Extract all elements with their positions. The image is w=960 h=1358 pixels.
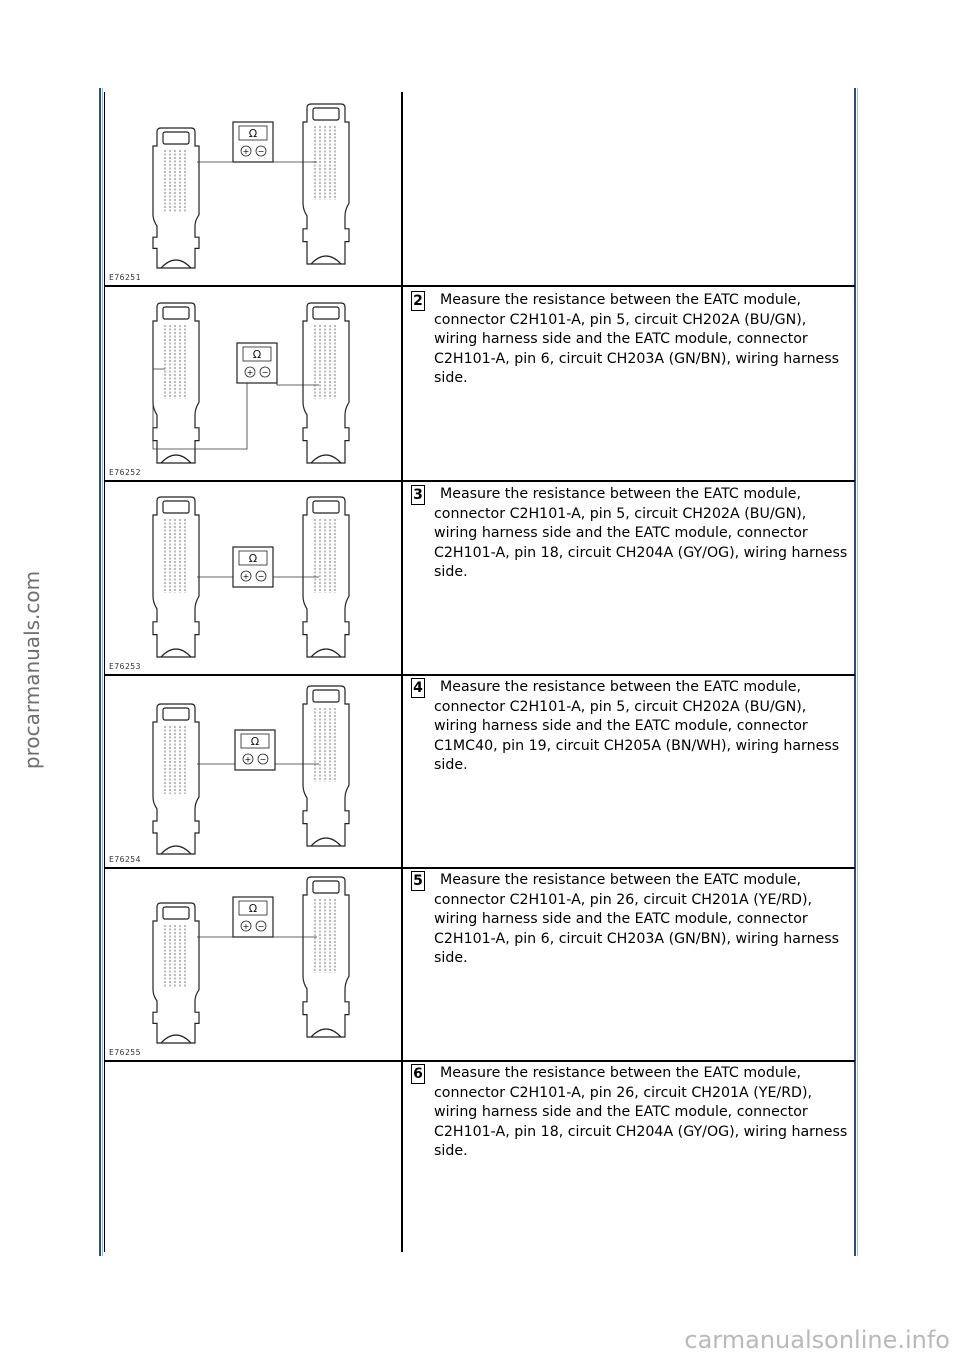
connector-mouth: [161, 649, 191, 657]
ohm-symbol: Ω: [248, 552, 258, 565]
diagram-cell: [105, 674, 402, 867]
side-watermark: [2, 540, 62, 800]
connector-latch: [313, 881, 339, 893]
table-row: [105, 287, 855, 482]
minus-sign: −: [259, 755, 267, 764]
diagram-cell: [105, 1060, 402, 1253]
connector-latch: [313, 690, 339, 702]
connector-icon: [153, 128, 199, 268]
connector-outline: [303, 104, 349, 264]
minus-sign: −: [261, 368, 269, 377]
plus-sign: +: [242, 572, 250, 581]
instruction-cell: [405, 1060, 853, 1253]
connector-diagram: [105, 481, 402, 674]
connector-mouth: [161, 846, 191, 854]
multimeter-icon: [233, 897, 273, 937]
connector-mouth: [311, 649, 341, 657]
connector-icon: [303, 104, 349, 264]
connector-latch: [163, 132, 189, 144]
connector-outline: [303, 686, 349, 846]
instruction-cell: [405, 92, 853, 285]
ohm-symbol: Ω: [248, 127, 258, 140]
step-text: Measure the resistance between the EATC module, connector C2H101-A, pin 26, circuit CH201A (YE/RD), wiring harness side and the EATC module, connector C2H101-A, pin 18, circuit CH204A (GY/OG), wiring harness side.: [434, 1065, 848, 1159]
step-text: Measure the resistance between the EATC module, connector C2H101-A, pin 5, circuit CH202A (BU/GN), wiring harness side and the EATC module, connector C1MC40, pin 19, circuit CH205A (BN/WH), wiring harness side.: [434, 679, 840, 773]
connector-icon: [153, 704, 199, 854]
bottom-watermark: carmanualsonline.info: [684, 1326, 950, 1354]
connector-icon: [153, 497, 199, 657]
connector-outline: [153, 903, 199, 1043]
instruction-cell: [405, 867, 853, 1060]
connector-mouth: [161, 455, 191, 463]
connector-diagram: [105, 92, 402, 285]
connector-latch: [313, 108, 339, 120]
step-text: Measure the resistance between the EATC module, connector C2H101-A, pin 5, circuit CH202A (BU/GN), wiring harness side and the EATC module, connector C2H101-A, pin 6, circuit CH203A (GN/BN), wiring harness side.: [434, 292, 840, 386]
connector-latch: [313, 501, 339, 513]
connector-outline: [153, 303, 199, 463]
connector-outline: [153, 497, 199, 657]
multimeter-icon: [235, 730, 275, 770]
table-row: [105, 867, 855, 1062]
procedure-table: [104, 92, 855, 1252]
table-row: [105, 92, 855, 287]
connector-latch: [163, 307, 189, 319]
connector-latch: [163, 501, 189, 513]
minus-sign: −: [257, 147, 265, 156]
ohm-symbol: Ω: [250, 735, 260, 748]
plus-sign: +: [246, 368, 254, 377]
step-text: Measure the resistance between the EATC module, connector C2H101-A, pin 26, circuit CH201A (YE/RD), wiring harness side and the EATC module, connector C2H101-A, pin 6, circuit CH203A (GN/BN), wiring harness side.: [434, 872, 840, 966]
minus-sign: −: [257, 572, 265, 581]
connector-outline: [153, 128, 199, 268]
connector-mouth: [311, 838, 341, 846]
step-number: 5: [411, 871, 425, 891]
connector-diagram: [105, 287, 402, 480]
connector-icon: [303, 686, 349, 846]
connector-icon: [153, 303, 199, 463]
step-number: 3: [411, 485, 425, 505]
left-margin-rule: [99, 88, 103, 1256]
connector-outline: [153, 704, 199, 854]
figure-label: E76255: [109, 1048, 141, 1057]
connector-diagram: [105, 867, 402, 1060]
multimeter-icon: [233, 547, 273, 587]
connector-outline: [303, 303, 349, 463]
step-number: 6: [411, 1064, 425, 1084]
plus-sign: +: [242, 922, 250, 931]
connector-icon: [153, 903, 199, 1043]
connector-mouth: [311, 1029, 341, 1037]
instruction-cell: [405, 287, 853, 480]
table-row: [105, 1060, 855, 1255]
figure-label: E76254: [109, 855, 141, 864]
multimeter-icon: [237, 343, 277, 383]
plus-sign: +: [244, 755, 252, 764]
step-text: Measure the resistance between the EATC module, connector C2H101-A, pin 5, circuit CH202A (BU/GN), wiring harness side and the EATC module, connector C2H101-A, pin 18, circuit CH204A (GY/OG), wiring harness side.: [434, 486, 848, 580]
diagram-cell: [105, 481, 402, 674]
connector-icon: [303, 303, 349, 463]
diagram-cell: [105, 287, 402, 480]
diagram-cell: [105, 92, 402, 285]
minus-sign: −: [257, 922, 265, 931]
instruction-cell: [405, 481, 853, 674]
connector-mouth: [161, 260, 191, 268]
column-divider: [401, 92, 403, 1252]
plus-sign: +: [242, 147, 250, 156]
connector-outline: [303, 877, 349, 1037]
ohm-symbol: Ω: [248, 902, 258, 915]
connector-mouth: [161, 1035, 191, 1043]
step-number: 4: [411, 678, 425, 698]
connector-latch: [163, 708, 189, 720]
figure-label: E76253: [109, 662, 141, 671]
test-lead: [153, 369, 319, 449]
connector-mouth: [311, 256, 341, 264]
step-number: 2: [411, 291, 425, 311]
multimeter-icon: [233, 122, 273, 162]
figure-label: E76251: [109, 273, 141, 282]
connector-mouth: [311, 455, 341, 463]
connector-latch: [313, 307, 339, 319]
connector-latch: [163, 907, 189, 919]
connector-diagram: [105, 674, 402, 867]
connector-icon: [303, 877, 349, 1037]
ohm-symbol: Ω: [252, 348, 262, 361]
diagram-cell: [105, 867, 402, 1060]
side-watermark-text: procarmanuals.com: [20, 570, 44, 770]
table-row: [105, 481, 855, 676]
instruction-cell: [405, 674, 853, 867]
figure-label: E76252: [109, 468, 141, 477]
table-row: [105, 674, 855, 869]
